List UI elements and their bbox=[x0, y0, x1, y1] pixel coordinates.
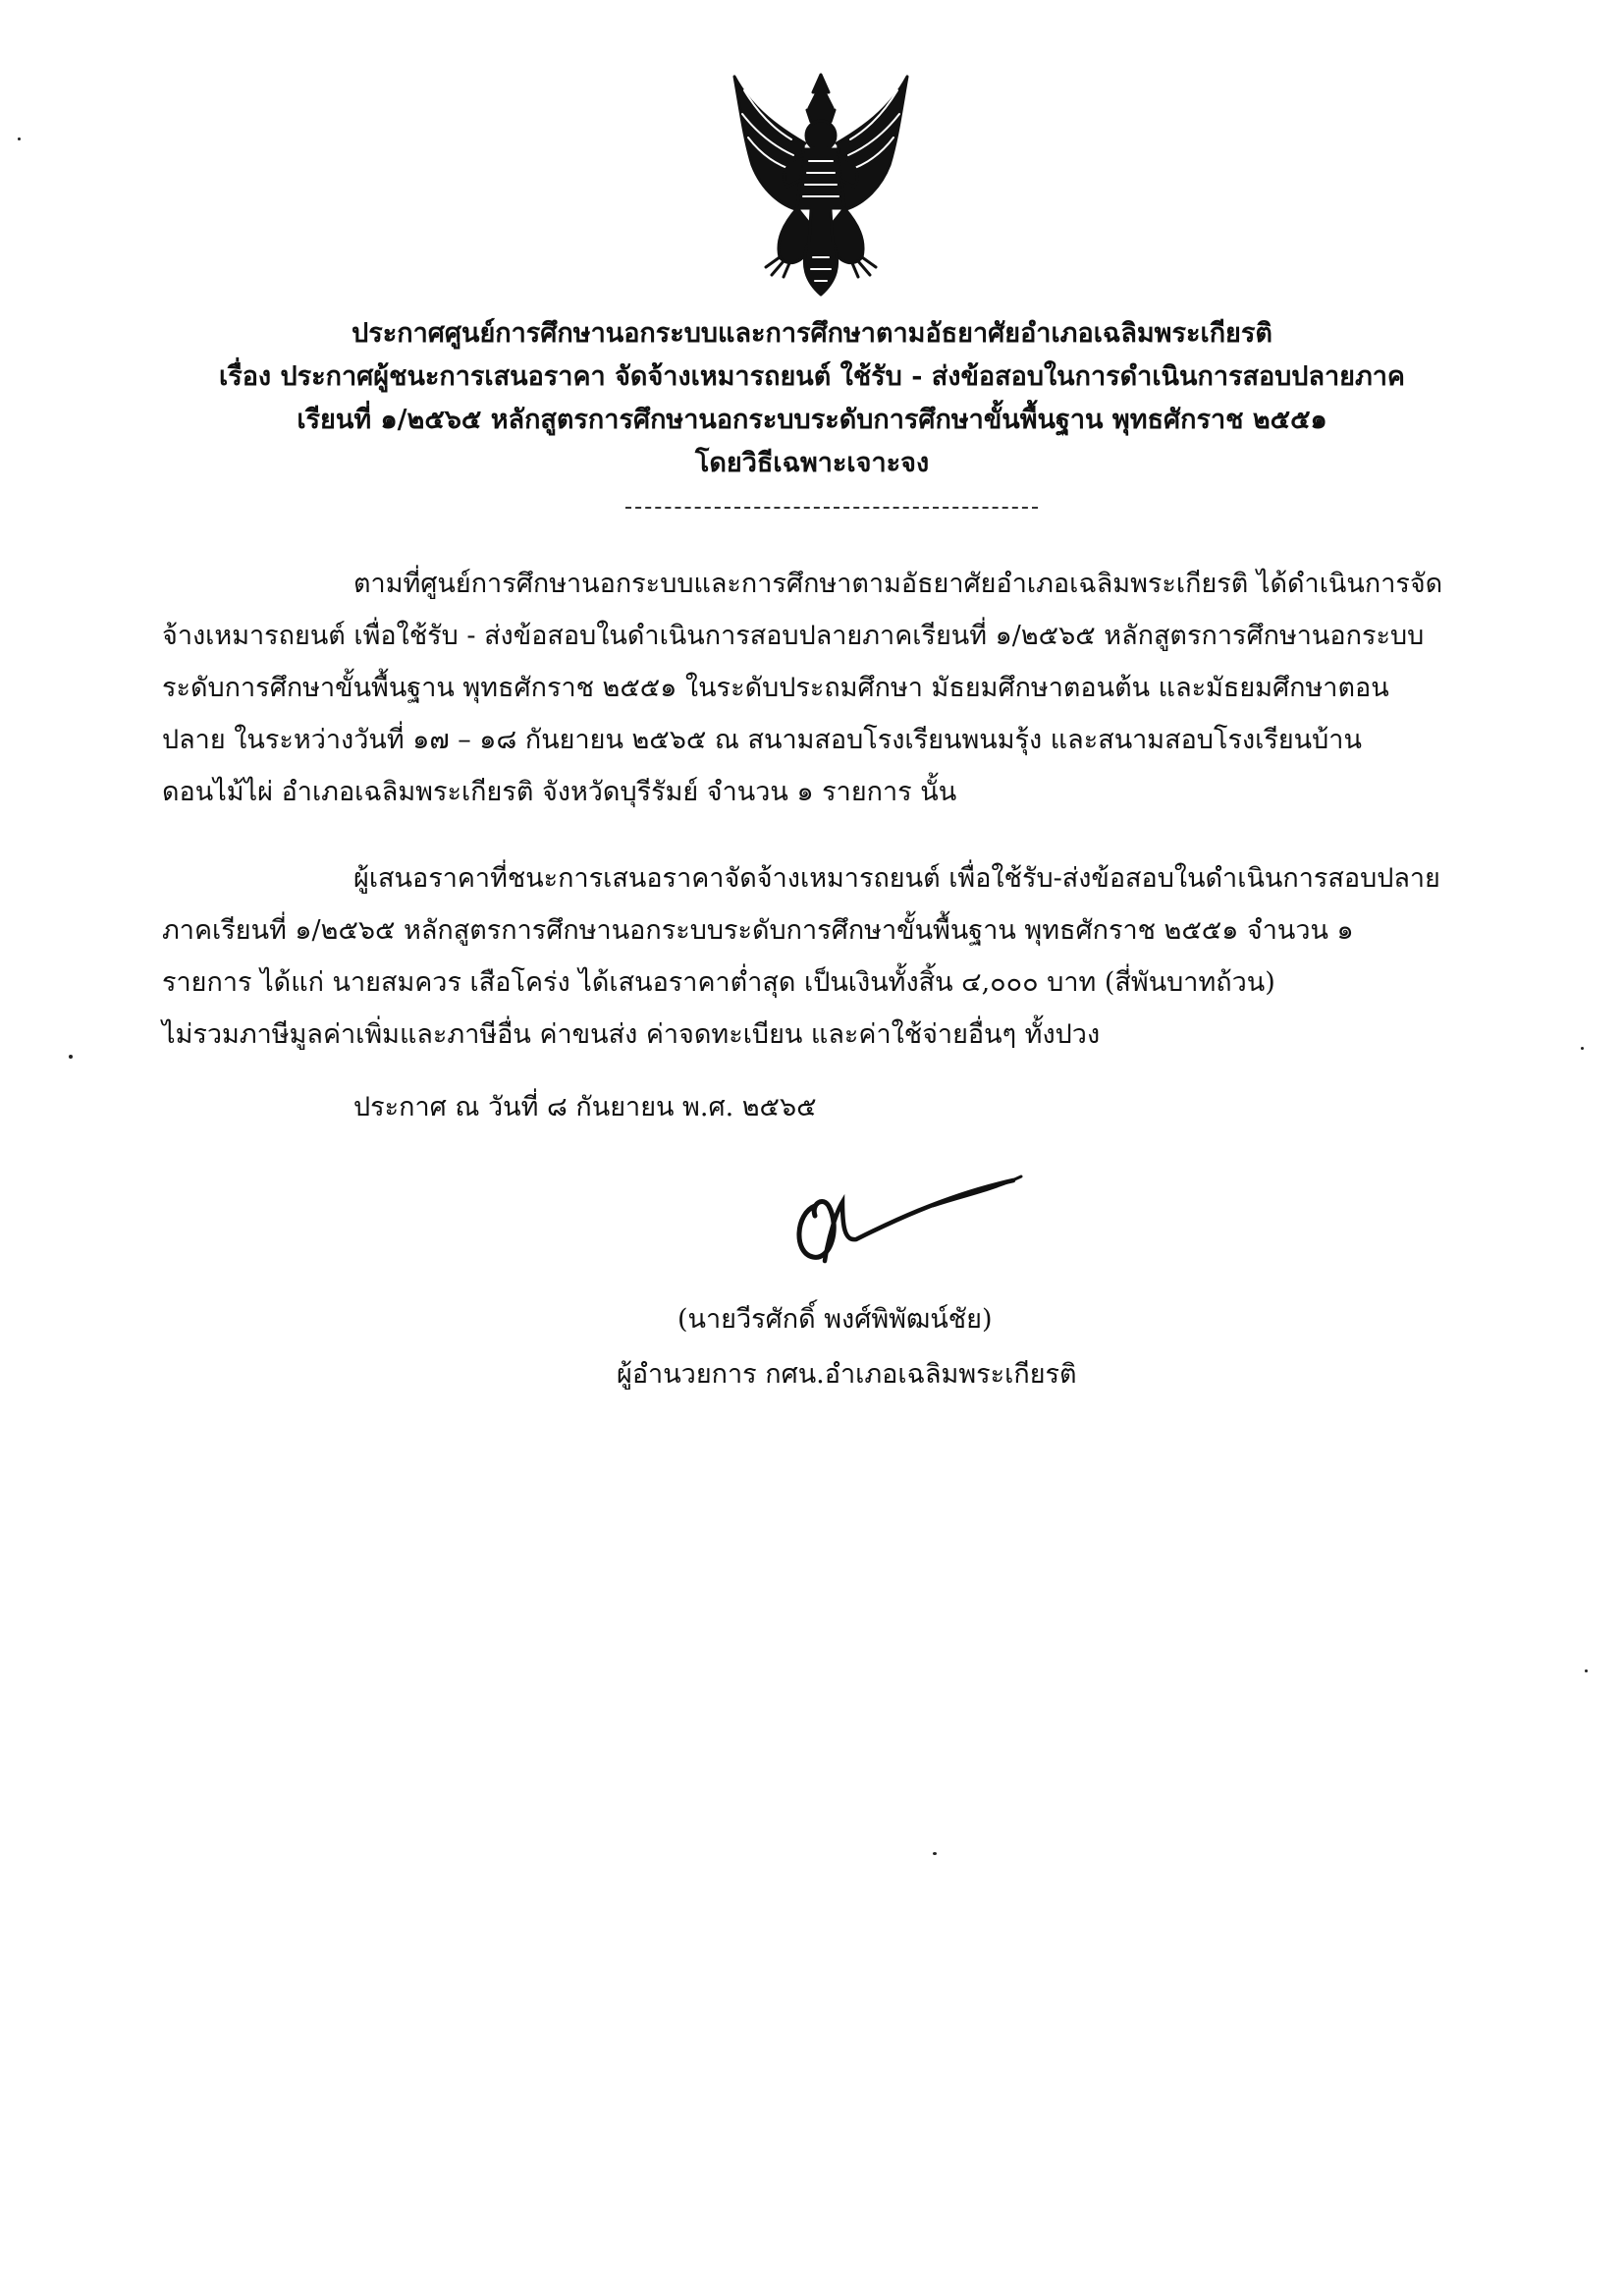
scan-speck bbox=[1585, 1669, 1588, 1672]
header-subject: เรื่อง ประกาศผู้ชนะการเสนอราคา จัดจ้างเหมารถยนต์ ใช้รับ - ส่งข้อสอบในการดำเนินการสอบปลายภาค bbox=[218, 361, 1405, 392]
header-divider bbox=[625, 507, 1038, 509]
scan-speck bbox=[18, 137, 21, 140]
announcement-header bbox=[147, 312, 1477, 485]
paragraph-line: รายการ ได้แก่ นายสมควร เสือโคร่ง ได้เสนอราคาต่ำสุด เป็นเงินทั้งสิ้น ๔,๐๐๐ บาท (สี่พันบาทถ้วน) bbox=[162, 967, 1275, 998]
paragraph-line: ดอนไม้ไผ่ อำเภอเฉลิมพระเกียรติ จังหวัดบุรีรัมย์ จำนวน ๑ รายการ นั้น bbox=[162, 777, 957, 807]
paragraph-line: ภาคเรียนที่ ๑/๒๕๖๕ หลักสูตรการศึกษานอกระบบระดับการศึกษาขั้นพื้นฐาน พุทธศักราช ๒๕๕๑ จำนวน ๑ bbox=[162, 915, 1354, 946]
signer-position: ผู้อำนวยการ กศน.อำเภอเฉลิมพระเกียรติ bbox=[617, 1359, 1077, 1390]
scan-speck bbox=[1581, 1047, 1584, 1050]
garuda-emblem-icon bbox=[723, 71, 919, 299]
header-title: ประกาศศูนย์การศึกษานอกระบบและการศึกษาตามอัธยาศัยอำเภอเฉลิมพระเกียรติ bbox=[352, 318, 1272, 349]
scan-speck bbox=[933, 1852, 937, 1855]
paragraph-line: ระดับการศึกษาขั้นพื้นฐาน พุทธศักราช ๒๕๕๑ ในระดับประถมศึกษา มัธยมศึกษาตอนต้น และมัธยมศึกษาตอน bbox=[162, 673, 1389, 703]
paragraph-line: ตามที่ศูนย์การศึกษานอกระบบและการศึกษาตามอัธยาศัยอำเภอเฉลิมพระเกียรติ ได้ดำเนินการจัด bbox=[353, 569, 1443, 599]
paragraph-background bbox=[162, 558, 1495, 818]
handwritten-signature-icon bbox=[785, 1167, 1031, 1275]
paragraph-line: ไม่รวมภาษีมูลค่าเพิ่มและภาษีอื่น ค่าขนส่ง ค่าจดทะเบียน และค่าใช้จ่ายอื่นๆ ทั้งปวง bbox=[162, 1019, 1101, 1050]
scan-speck bbox=[69, 1055, 73, 1059]
paragraph-line: จ้างเหมารถยนต์ เพื่อใช้รับ - ส่งข้อสอบในดำเนินการสอบปลายภาคเรียนที่ ๑/๒๕๖๕ หลักสูตรการศึกษานอกระบบ bbox=[162, 621, 1425, 651]
paragraph-winner bbox=[162, 852, 1495, 1061]
header-method: โดยวิธีเฉพาะเจาะจง bbox=[694, 448, 930, 478]
paragraph-line: ปลาย ในระหว่างวันที่ ๑๗ – ๑๘ กันยายน ๒๕๖๕ ณ สนามสอบโรงเรียนพนมรุ้ง และสนามสอบโรงเรียนบ้าน bbox=[162, 725, 1362, 755]
signer-name: (นายวีรศักดิ์ พงศ์พิพัฒน์ชัย) bbox=[677, 1304, 993, 1335]
header-subject-cont: เรียนที่ ๑/๒๕๖๕ หลักสูตรการศึกษานอกระบบระดับการศึกษาขั้นพื้นฐาน พุทธศักราช ๒๕๕๑ bbox=[297, 405, 1327, 435]
paragraph-line: ผู้เสนอราคาที่ชนะการเสนอราคาจัดจ้างเหมารถยนต์ เพื่อใช้รับ-ส่งข้อสอบในดำเนินการสอบปลาย bbox=[353, 863, 1440, 894]
announce-date: ประกาศ ณ วันที่ ๘ กันยายน พ.ศ. ๒๕๖๕ bbox=[353, 1092, 817, 1122]
